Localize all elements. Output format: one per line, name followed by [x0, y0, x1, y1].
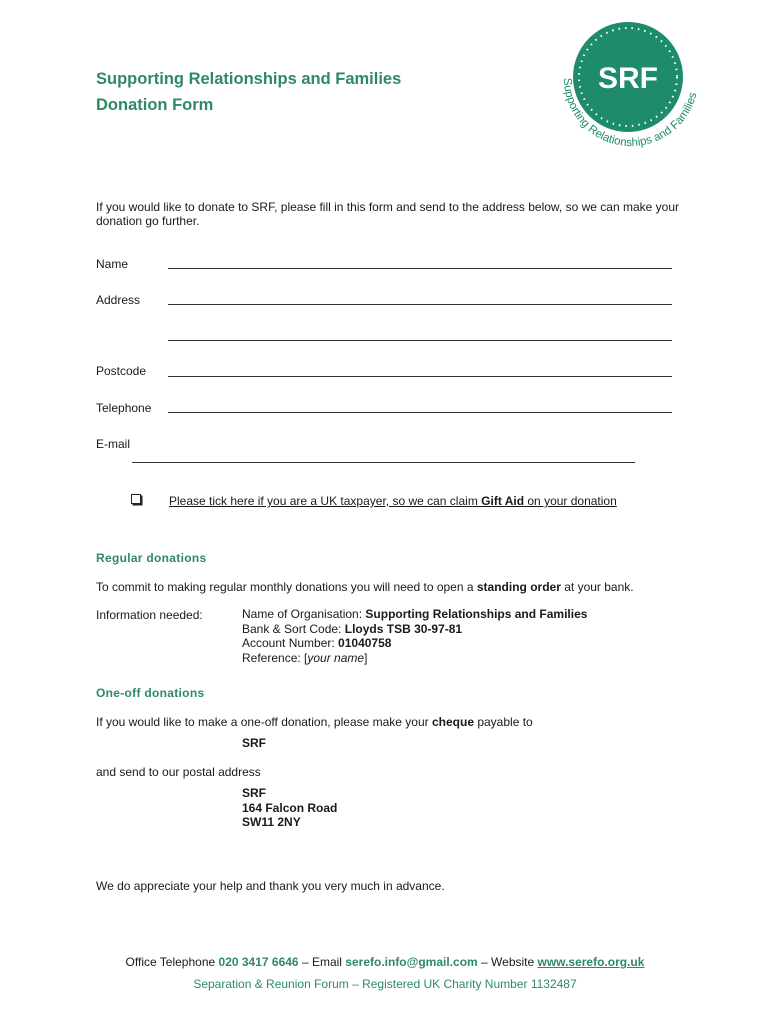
address-field-2[interactable]	[168, 340, 672, 341]
payee: SRF	[242, 736, 266, 750]
footer-website-link[interactable]: www.serefo.org.uk	[537, 955, 645, 969]
name-label: Name	[96, 257, 129, 271]
email-label: E-mail	[96, 437, 131, 451]
srf-logo	[548, 20, 708, 150]
postcode-field[interactable]	[168, 376, 672, 377]
page-title: Supporting Relationships and Families	[96, 70, 402, 88]
bank-details	[242, 607, 587, 665]
telephone-field[interactable]	[168, 412, 672, 413]
email-field[interactable]	[132, 462, 635, 463]
footer-charity: Separation & Reunion Forum – Registered UK Charity Number 1132487	[193, 977, 577, 991]
address-field-1[interactable]	[168, 304, 672, 305]
account-line: Account Number: 01040758	[242, 636, 392, 650]
intro-text: If you would like to donate to SRF, please fill in this form and send to the address below, so we can make your donation go further.	[96, 200, 679, 228]
address-label: Address	[96, 293, 141, 307]
address-line-3: SW11 2NY	[242, 815, 301, 829]
postal-address	[242, 786, 337, 830]
logo-abbr: SRF	[598, 62, 658, 95]
regular-donations-heading: Regular donations	[96, 551, 207, 565]
name-field[interactable]	[168, 268, 672, 269]
regular-donations-text: To commit to making regular monthly donations you will need to open a standing order at your bank.	[96, 580, 634, 594]
gift-aid-checkbox[interactable]	[131, 494, 141, 504]
address-line-1: SRF	[242, 786, 266, 800]
thanks-text: We do appreciate your help and thank you very much in advance.	[96, 879, 445, 893]
telephone-label: Telephone	[96, 401, 152, 415]
info-needed-label: Information needed:	[96, 608, 203, 622]
footer-contact: Office Telephone 020 3417 6646 – Email serefo.info@gmail.com – Website www.serefo.org.uk	[125, 955, 645, 969]
page-subtitle: Donation Form	[96, 96, 214, 114]
oneoff-text: If you would like to make a one-off donation, please make your cheque payable to	[96, 715, 533, 729]
footer-email[interactable]: serefo.info@gmail.com	[345, 955, 478, 969]
reference-line: Reference: [your name]	[242, 650, 368, 665]
address-line-2: 164 Falcon Road	[242, 800, 338, 815]
bank-line: Bank & Sort Code: Lloyds TSB 30-97-81	[242, 621, 463, 636]
postcode-label: Postcode	[96, 364, 147, 378]
logo-ring-text: Supporting Relationships and Families	[560, 77, 700, 150]
org-line: Name of Organisation: Supporting Relationships and Families	[242, 607, 588, 621]
send-text: and send to our postal address	[96, 765, 261, 779]
gift-aid-text: Please tick here if you are a UK taxpayer, so we can claim Gift Aid on your donation	[169, 494, 617, 508]
oneoff-donations-heading: One-off donations	[96, 686, 205, 700]
footer-phone: 020 3417 6646	[218, 955, 299, 969]
